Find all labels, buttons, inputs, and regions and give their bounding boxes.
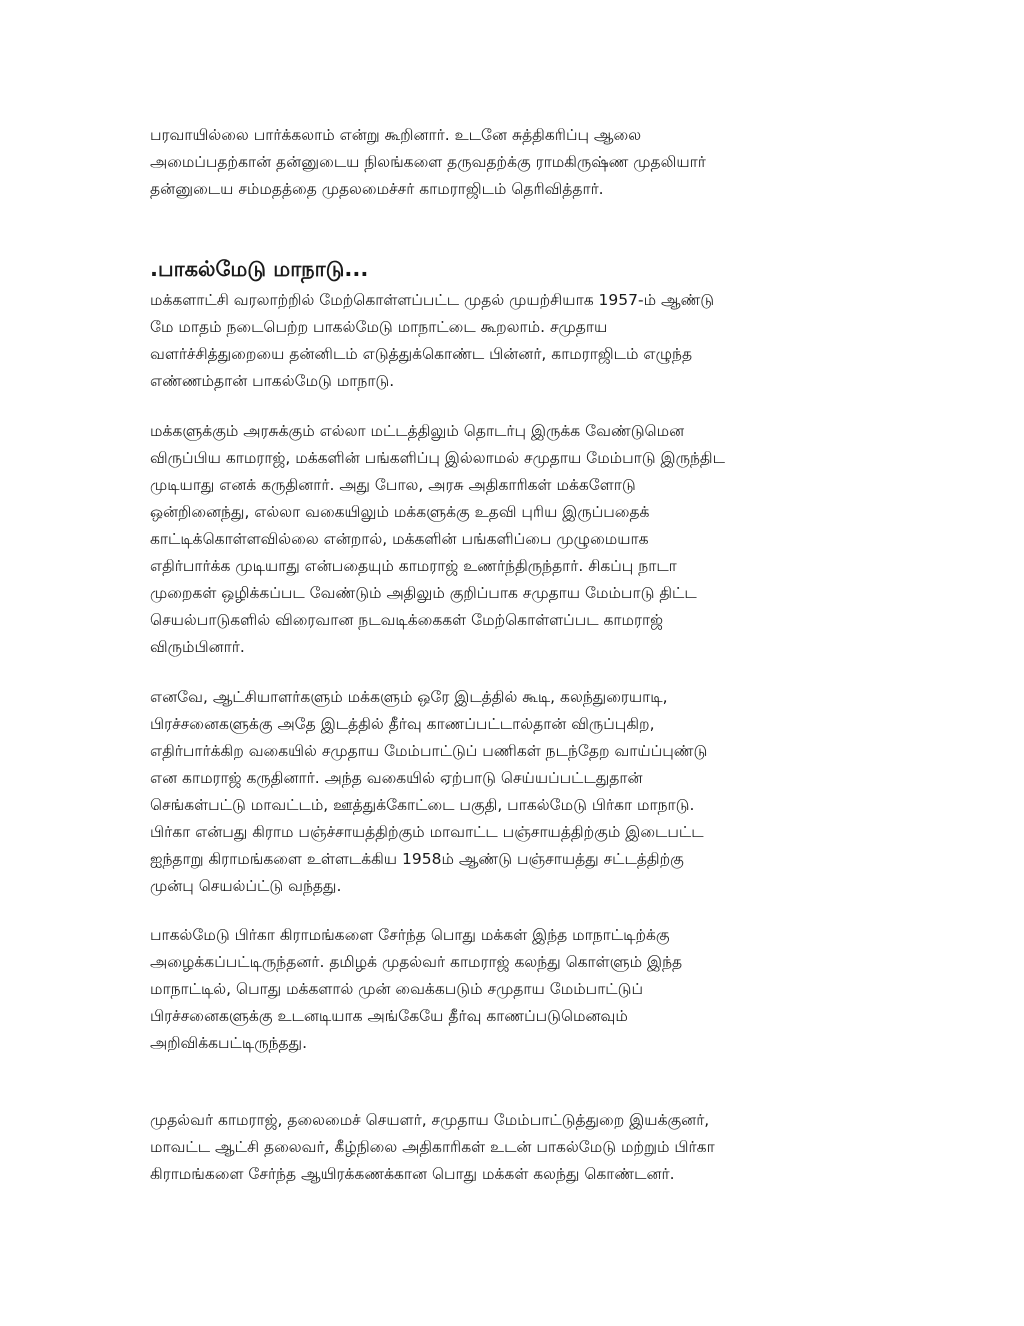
text-line: கிராமங்களை சேர்ந்த ஆயிரக்கணக்கான பொது மக்கள் கலந்து கொண்டனர்.	[150, 1165, 675, 1183]
text-line: காட்டிக்கொள்ளவில்லை என்றால், மக்களின் பங்களிப்பை முழுமையாக	[150, 530, 649, 548]
text-line: விருப்பிய காமராஜ், மக்களின் பங்களிப்பு இல்லாமல் சமுதாய மேம்பாடு இருந்திட	[150, 449, 725, 467]
text-line: முடியாது எனக் கருதினார். அது போல, அரசு அதிகாரிகள் மக்களோடு	[150, 476, 636, 494]
text-line: மக்களுக்கும் அரசுக்கும் எல்லா மட்டத்திலும் தொடர்பு இருக்க வேண்டுமென	[150, 422, 685, 440]
text-line: செயல்பாடுகளில் விரைவான நடவடிக்கைகள் மேற்கொள்ளப்பட காமராஜ்	[150, 611, 664, 629]
text-line: ஒன்றினைந்து, எல்லா வகையிலும் மக்களுக்கு உதவி புரிய இருப்பதைக்	[150, 503, 650, 521]
text-line: மாநாட்டில், பொது மக்களால் முன் வைக்கபடும் சமுதாய மேம்பாட்டுப்	[150, 980, 644, 998]
text-line: செங்கள்பட்டு மாவட்டம், ஊத்துக்கோட்டை பகுதி, பாகல்மேடு பிர்கா மாநாடு.	[150, 796, 695, 814]
text-line: அறிவிக்கபட்டிருந்தது.	[150, 1034, 308, 1052]
paragraph-intro	[150, 122, 890, 203]
text-line: முதல்வர் காமராஜ், தலைமைச் செயளர், சமுதாய மேம்பாட்டுத்துறை இயக்குனர்,	[150, 1111, 710, 1129]
paragraph-participation	[150, 418, 890, 661]
text-line: எண்ணம்தான் பாகல்மேடு மாநாடு.	[150, 372, 395, 390]
text-line: எதிர்பார்க்க முடியாது என்பதையும் காமராஜ் உணர்ந்திருந்தார். சிகப்பு நாடா	[150, 557, 677, 575]
text-line: பரவாயில்லை பார்க்கலாம் என்று கூறினார். உடனே சுத்திகரிப்பு ஆலை	[150, 126, 642, 144]
text-line: அழைக்கப்பட்டிருந்தனர். தமிழக் முதல்வர் காமராஜ் கலந்து கொள்ளும் இந்த	[150, 953, 683, 971]
text-line: முன்பு செயல்ப்ட்டு வந்தது.	[150, 877, 342, 895]
text-line: மாவட்ட ஆட்சி தலைவர், கீழ்நிலை அதிகாரிகள் உடன் பாகல்மேடு மற்றும் பிர்கா	[150, 1138, 715, 1156]
text-line: எனவே, ஆட்சியாளர்களும் மக்களும் ஒரே இடத்தில் கூடி, கலந்துரையாடி,	[150, 688, 668, 706]
paragraph-invitation	[150, 922, 890, 1057]
text-line: முறைகள் ஒழிக்கப்பட வேண்டும் அதிலும் குறிப்பாக சமுதாய மேம்பாடு திட்ட	[150, 584, 697, 602]
text-line: தன்னுடைய சம்மதத்தை முதலமைச்சர் காமராஜிடம் தெரிவித்தார்.	[150, 180, 604, 198]
text-line: பாகல்மேடு பிர்கா கிராமங்களை சேர்ந்த பொது மக்கள் இந்த மாநாட்டிற்க்கு	[150, 926, 670, 944]
text-line: பிரச்சனைகளுக்கு உடனடியாக அங்கேயே தீர்வு காணப்படுமெனவும்	[150, 1007, 628, 1025]
text-line: பிர்கா என்பது கிராம பஞ்ச்சாயத்திற்கும் மாவாட்ட பஞ்சாயத்திற்கும் இடைபட்ட	[150, 823, 704, 841]
section-heading: .பாகல்மேடு மாநாடு...	[150, 257, 369, 281]
paragraph-conference	[150, 684, 890, 900]
text-line: ஐந்தாறு கிராமங்களை உள்ளடக்கிய 1958ம் ஆண்டு பஞ்சாயத்து சட்டத்திற்கு	[150, 850, 684, 868]
text-line: மே மாதம் நடைபெற்ற பாகல்மேடு மாநாட்டை கூறலாம். சமுதாய	[150, 318, 608, 336]
paragraph-attendees	[150, 1107, 890, 1188]
text-line: பிரச்சனைகளுக்கு அதே இடத்தில் தீர்வு காணப்பட்டால்தான் விருப்புகிற,	[150, 715, 655, 733]
text-line: மக்களாட்சி வரலாற்றில் மேற்கொள்ளப்பட்ட முதல் முயற்சியாக 1957-ம் ஆண்டு	[150, 291, 715, 309]
text-line: வளர்ச்சித்துறையை தன்னிடம் எடுத்துக்கொண்ட பின்னர், காமராஜிடம் எழுந்த	[150, 345, 693, 363]
paragraph-history	[150, 287, 890, 395]
text-line: விரும்பினார்.	[150, 638, 245, 656]
text-line: அமைப்பதற்கான் தன்னுடைய நிலங்களை தருவதற்க்கு ராமகிருஷ்ண முதலியார்	[150, 153, 706, 171]
text-line: எதிர்பார்க்கிற வகையில் சமுதாய மேம்பாட்டுப் பணிகள் நடந்தேற வாய்ப்புண்டு	[150, 742, 708, 760]
text-line: என காமராஜ் கருதினார். அந்த வகையில் ஏற்பாடு செய்யப்பட்டதுதான்	[150, 769, 643, 787]
